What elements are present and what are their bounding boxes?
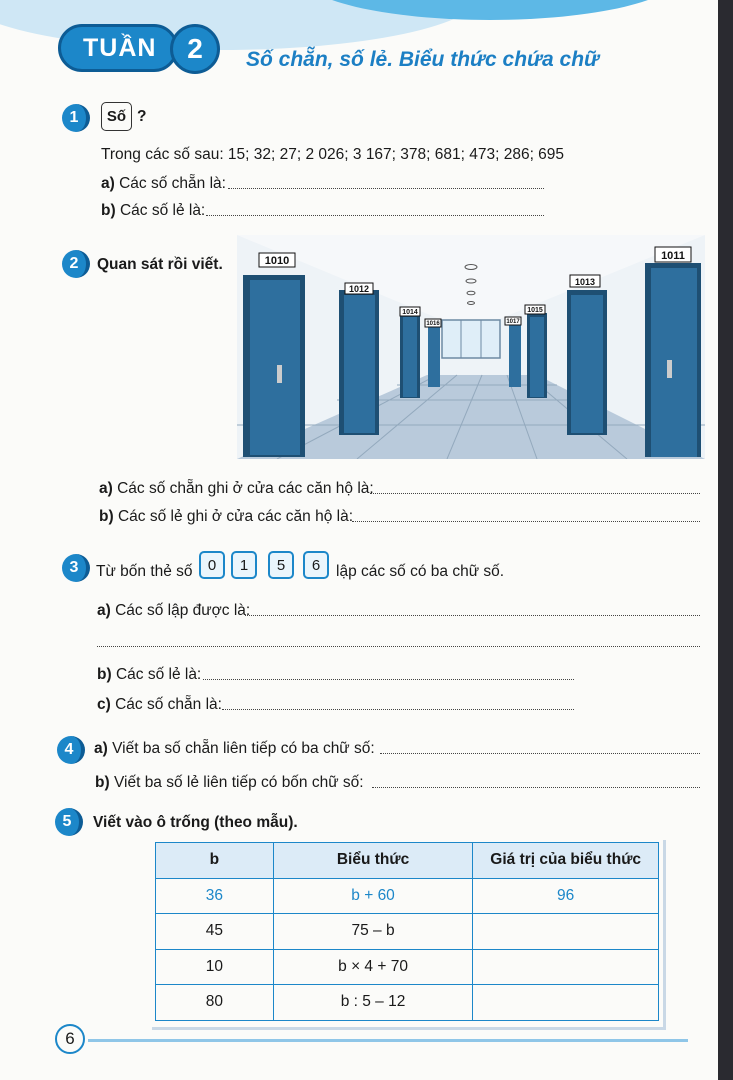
ex3-a-text: Các số lập được là: [115, 602, 251, 619]
header-b: b [156, 843, 274, 879]
ex1-prompt: Trong các số sau: 15; 32; 27; 2 026; 3 167; 378; 681; 473; 286; 695 [101, 146, 565, 163]
cell-value-blank[interactable] [473, 949, 659, 985]
door-1017-label: 1017 [506, 319, 520, 325]
ex4-a-letter: a) [94, 740, 108, 757]
ex5-title: Viết vào ô trống (theo mẫu). [93, 814, 298, 831]
ex3-b-text: Các số lẻ là: [115, 666, 202, 683]
ex2-a-text: Các số chẵn ghi ở cửa các căn hộ là: [117, 480, 374, 497]
door-1010-label: 1010 [264, 255, 290, 267]
number-card-0: 0 [199, 551, 225, 579]
ex2-b [99, 508, 353, 526]
cell-expression: 75 – b [273, 914, 473, 950]
ex3-c-answer-line[interactable] [222, 709, 574, 710]
ex3-a-answer-line-2[interactable] [97, 646, 700, 647]
ex2-a-answer-line[interactable] [370, 493, 700, 494]
ex3-c [97, 696, 222, 714]
so-answer-box: Số [101, 102, 132, 131]
ex3-b-answer-line[interactable] [203, 679, 574, 680]
table-row [156, 914, 659, 950]
door-1016-label: 1016 [426, 321, 440, 327]
ex2-b-letter: b) [99, 508, 114, 525]
page-number: 6 [55, 1024, 85, 1054]
ex4-b [95, 774, 364, 792]
door-1014-label: 1014 [402, 309, 418, 316]
cell-expression: b : 5 – 12 [273, 985, 473, 1021]
ex2-b-answer-line[interactable] [352, 521, 700, 522]
cell-value-blank[interactable] [473, 914, 659, 950]
week-badge [58, 24, 178, 72]
ex4-b-answer-line[interactable] [372, 787, 700, 788]
ex3-a-letter: a) [97, 602, 111, 619]
exercise-5-badge: 5 [55, 808, 83, 836]
ex2-a [99, 480, 374, 498]
table-row [156, 949, 659, 985]
number-card-6: 6 [303, 551, 329, 579]
ex1-a [101, 175, 226, 193]
ex3-a [97, 602, 250, 620]
page-title: Số chẵn, số lẻ. Biểu thức chứa chữ [246, 48, 600, 71]
header-value: Giá trị của biểu thức [473, 843, 659, 879]
ex3-c-letter: c) [97, 696, 111, 713]
exercise-1-badge: 1 [62, 104, 90, 132]
ex1-b-text: Các số lẻ là: [119, 202, 206, 219]
exercise-2-badge: 2 [62, 250, 90, 278]
cell-b: 10 [156, 949, 274, 985]
exercise-3-badge: 3 [62, 554, 90, 582]
header-expression: Biểu thức [273, 843, 473, 879]
cell-expression: b × 4 + 70 [273, 949, 473, 985]
ex2-title: Quan sát rồi viết. [97, 256, 223, 273]
ex4-a [94, 740, 375, 758]
cell-b: 36 [156, 878, 274, 914]
question-mark: ? [137, 108, 147, 125]
ex1-b-letter: b) [101, 202, 116, 219]
cell-b: 80 [156, 985, 274, 1021]
table-header-row [156, 843, 659, 879]
ex3-prompt-start: Từ bốn thẻ số [96, 563, 193, 580]
ex4-b-text: Viết ba số lẻ liên tiếp có bốn chữ số: [113, 774, 364, 791]
cell-value: 96 [473, 878, 659, 914]
ex3-b [97, 666, 201, 684]
ex4-a-answer-line[interactable] [380, 753, 700, 754]
door-1012-label: 1012 [348, 284, 370, 294]
exercise-4-badge: 4 [57, 736, 85, 764]
ex2-b-text: Các số lẻ ghi ở cửa các căn hộ là: [117, 508, 354, 525]
ex3-prompt-end: lập các số có ba chữ số. [336, 563, 505, 580]
ex1-a-text: Các số chẵn là: [119, 175, 226, 192]
number-card-5: 5 [268, 551, 294, 579]
book-spine [718, 0, 733, 1080]
cell-expression: b + 60 [273, 878, 473, 914]
ex2-a-letter: a) [99, 480, 113, 497]
expression-table [155, 842, 659, 1021]
ex4-a-text: Viết ba số chẵn liên tiếp có ba chữ số: [112, 740, 375, 757]
cell-b: 45 [156, 914, 274, 950]
door-1011-label: 1011 [661, 250, 685, 262]
ex3-b-letter: b) [97, 666, 112, 683]
ex1-b-answer-line[interactable] [206, 215, 544, 216]
ex1-b [101, 202, 205, 220]
table-row [156, 985, 659, 1021]
week-label: TUẦN [83, 33, 157, 62]
ex3-a-answer-line-1[interactable] [245, 615, 700, 616]
hallway-illustration [237, 235, 705, 459]
ex4-b-letter: b) [95, 774, 110, 791]
cell-value-blank[interactable] [473, 985, 659, 1021]
footer-line [88, 1039, 688, 1042]
number-card-1: 1 [231, 551, 257, 579]
ex1-a-letter: a) [101, 175, 115, 192]
door-1015-label: 1015 [527, 307, 543, 314]
ex3-c-text: Các số chẵn là: [115, 696, 222, 713]
table-row [156, 878, 659, 914]
door-1013-label: 1013 [574, 277, 596, 287]
week-number: 2 [170, 24, 220, 74]
ex1-a-answer-line[interactable] [228, 188, 544, 189]
